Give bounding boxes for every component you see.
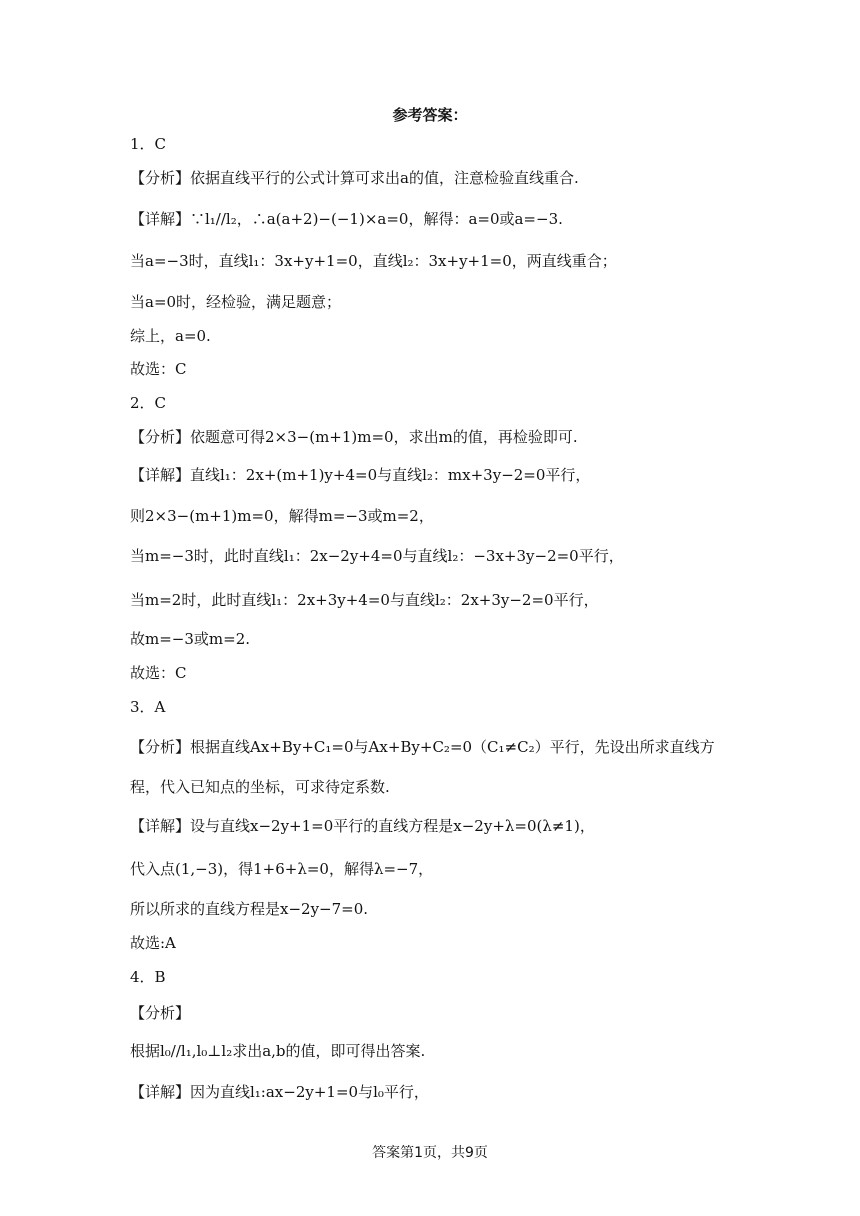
answer-2-case-2: 当m=2时，此时直线l₁：2x+3y+4=0与直线l₂：2x+3y−2=0平行， (130, 591, 599, 609)
answer-1-detail: 【详解】∵l₁//l₂，∴a(a+2)−(−1)×a=0，解得：a=0或a=−3. (130, 210, 563, 228)
answer-2-choice: 故选：C (130, 664, 187, 682)
page-footer: 答案第1页，共9页 (372, 1145, 488, 1161)
answer-3-substitute: 代入点(1,−3)，得1+6+λ=0，解得λ=−7， (130, 860, 434, 878)
answer-2-case-1: 当m=−3时，此时直线l₁：2x−2y+4=0与直线l₂：−3x+3y−2=0平行， (130, 547, 624, 565)
answer-1-summary: 综上，a=0. (130, 327, 211, 345)
answer-2-conclusion: 故m=−3或m=2. (130, 630, 251, 648)
answer-1-label: 1．C (130, 135, 167, 153)
answer-1-case-1: 当a=−3时，直线l₁：3x+y+1=0，直线l₂：3x+y+1=0，两直线重合； (130, 252, 617, 270)
answer-2-solve: 则2×3−(m+1)m=0，解得m=−3或m=2， (130, 507, 434, 525)
answer-3-analysis-cont: 程，代入已知点的坐标，可求待定系数. (130, 778, 390, 796)
answer-1-analysis: 【分析】依据直线平行的公式计算可求出a的值，注意检验直线重合. (130, 169, 579, 187)
answer-3-choice: 故选:A (130, 934, 176, 952)
answer-4-detail: 【详解】因为直线l₁:ax−2y+1=0与l₀平行， (130, 1083, 429, 1101)
answer-3-result: 所以所求的直线方程是x−2y−7=0. (130, 900, 369, 918)
answer-2-detail: 【详解】直线l₁：2x+(m+1)y+4=0与直线l₂：mx+3y−2=0平行， (130, 466, 591, 484)
answer-2-label: 2．C (130, 394, 167, 412)
answer-2-analysis: 【分析】依题意可得2×3−(m+1)m=0，求出m的值，再检验即可. (130, 428, 578, 446)
answer-1-case-2: 当a=0时，经检验，满足题意； (130, 293, 342, 311)
answer-4-label: 4．B (130, 968, 166, 986)
answer-4-analysis: 根据l₀//l₁,l₀⊥l₂求出a,b的值，即可得出答案. (130, 1042, 426, 1060)
answer-1-choice: 故选：C (130, 360, 187, 378)
answer-3-analysis: 【分析】根据直线Ax+By+C₁=0与Ax+By+C₂=0（C₁≠C₂）平行，先设出所求直线方 (130, 738, 715, 756)
page-title: 参考答案： (392, 106, 468, 124)
answer-4-analysis-heading: 【分析】 (130, 1004, 191, 1022)
answer-3-detail: 【详解】设与直线x−2y+1=0平行的直线方程是x−2y+λ=0(λ≠1)， (130, 817, 595, 835)
answer-3-label: 3．A (130, 698, 166, 716)
